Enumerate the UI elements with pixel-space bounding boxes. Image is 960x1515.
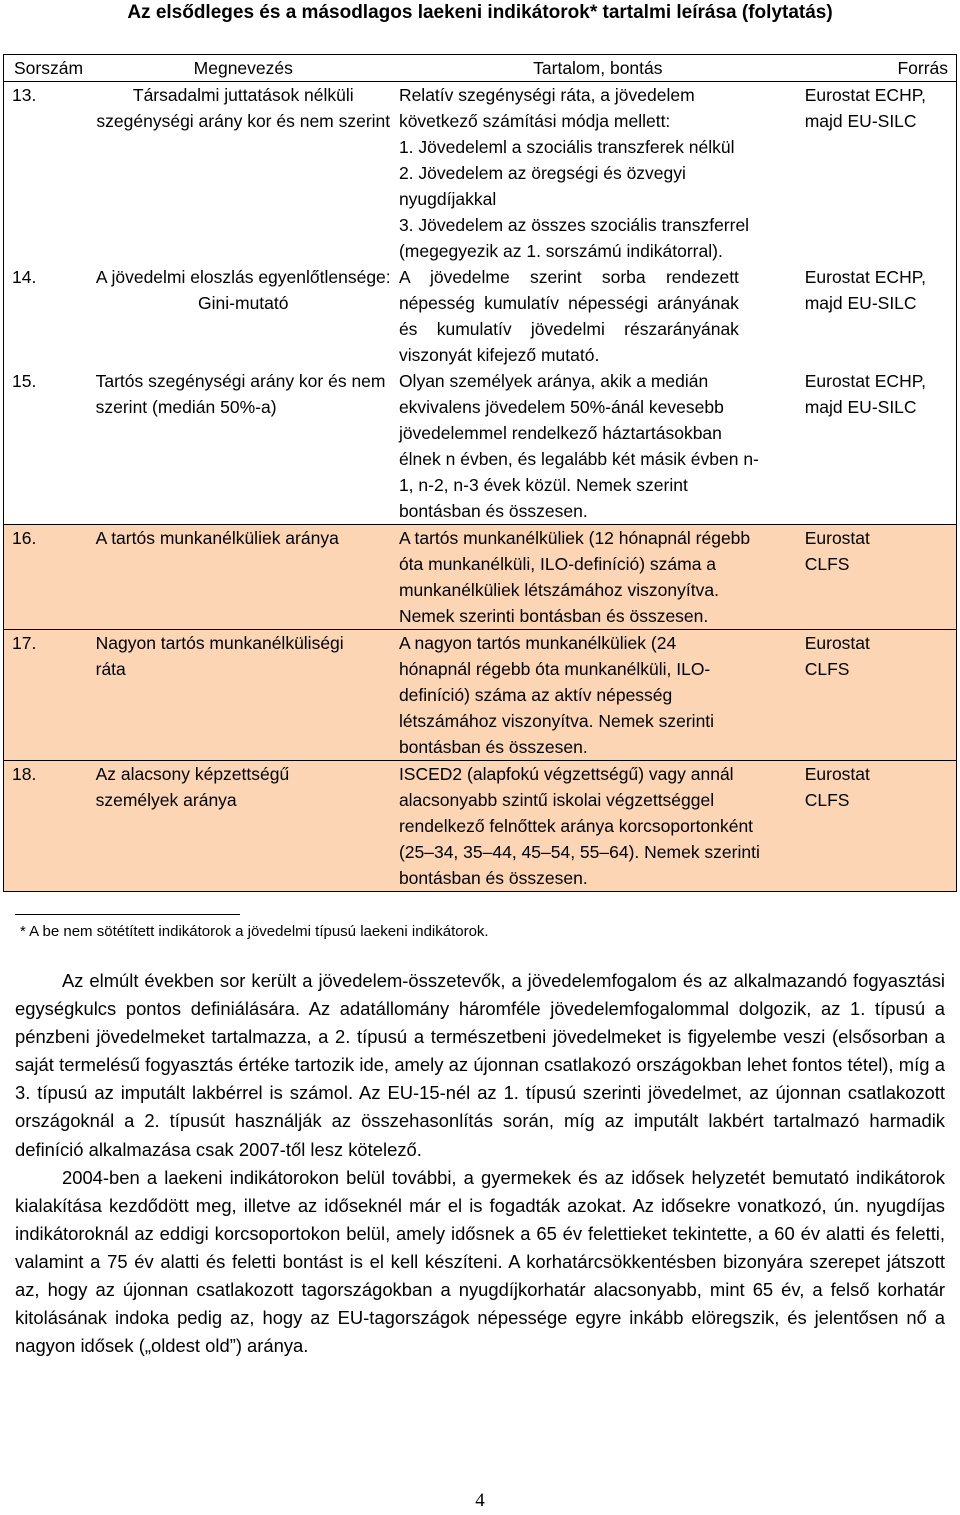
- row-name: Tartós szegénységi arány kor és nem szerint (medián 50%-a): [95, 371, 386, 417]
- row-source: Eurostat ECHP, majd EU-SILC: [804, 85, 926, 131]
- paragraph: Az elmúlt években sor került a jövedelem-összetevők, a jövedelemfogalom és az alkalmazandó fogyasztási egységkulcs pontos definiálására. Az adatállomány háromféle jövedelemfogalommal dolgozik, az 1. típusú a pénzbeni jövedelmeket tartalmazza, a 2. típusú a természetbeni jövedelmeket is figyelembe veszi (elsősorban a saját termelésű fogyasztás értéke tartozik ide, amely az újonnan csatlakozó országokban lehet fontos tétel), míg a 3. típusú az imputált lakbérrel is számol. Az EU-15-nél az 1. típusú szerinti jövedelmet, az újonnan csatlakozott országoknál a 2. típusút használják az összehasonlítás során, míg az imputált lakbért tartalmazó harmadik definíció alkalmazása csak 2007-től lesz kötelező.: [15, 970, 945, 1160]
- indicator-table: [3, 54, 957, 892]
- row-name: Társadalmi juttatások nélküli szegénységi arány kor és nem szerint: [96, 85, 391, 131]
- row-description-text: A jövedelme szerint sorba rendezett népesség kumulatív népességi arányának és kumulatív jövedelmi részarányának viszonyát kifejező mutató.: [398, 267, 739, 365]
- row-description-text: A nagyon tartós munkanélküliek (24 hónapnál régebb óta munkanélküli, ILO-definíció) száma az aktív népesség létszámához viszonyítva. Nemek szerinti bontásban és összesen.: [398, 633, 715, 757]
- header-source: Forrás: [801, 55, 957, 82]
- row-name: A tartós munkanélküliek aránya: [92, 525, 395, 630]
- row-name-text: Az alacsony képzettségű személyek aránya: [95, 764, 290, 810]
- row-name: A jövedelmi eloszlás egyenlőtlensége: Gini-mutató: [95, 267, 391, 313]
- row-source: [801, 630, 957, 761]
- table-row: [4, 82, 957, 265]
- header-no: Sorszám: [4, 55, 92, 82]
- header-name: Megnevezés: [92, 55, 395, 82]
- row-number: 13.: [12, 85, 37, 105]
- row-number: 18.: [4, 761, 92, 892]
- row-source: Eurostat ECHP, majd EU-SILC: [804, 371, 926, 417]
- row-description-text: Relatív szegénységi ráta, a jövedelem következő számítási módja mellett: 1. Jövedeleml a szociális transzferek nélkül 2. Jövedelem az öregségi és özvegyi nyugdíjakkal 3. Jövedelem az összes szociális transzferrel (megegyezik az 1. sorszámú indikátorral).: [398, 85, 750, 261]
- row-source-text: Eurostat CLFS: [804, 764, 870, 810]
- row-number: 15.: [12, 371, 37, 391]
- table-row: [4, 630, 957, 761]
- row-description: [395, 82, 801, 265]
- row-number: 14.: [12, 267, 37, 287]
- row-name: [92, 761, 395, 892]
- row-source-text: Eurostat CLFS: [804, 528, 870, 574]
- body-text: [15, 967, 945, 1360]
- footnote-separator: [15, 914, 240, 915]
- row-description-text: Olyan személyek aránya, akik a medián ekvivalens jövedelem 50%-ánál kevesebb jövedelemmel rendelkező háztartásokban élnek n évben, és legalább két másik évben n-1, n-2, n-3 évek közül. Nemek szerint bontásban és összesen.: [398, 371, 759, 521]
- row-name: [92, 630, 395, 761]
- table-row: [4, 264, 957, 368]
- page-number: 4: [475, 1490, 485, 1511]
- header-desc: Tartalom, bontás: [395, 55, 801, 82]
- paragraph: 2004-ben a laekeni indikátorokon belül további, a gyermekek és az idősek helyzetét bemutató indikátorok kialakítása kezdődött meg, illetve az időseknél már el is fogadták azokat. Az idősekre vonatkozó, ún. nyugdíjas indikátoroknál az eddigi korcsoportokon belül, amely idősnek a 65 év felettieket tekintette, a 60 év alatti és feletti, valamint a 75 év alatti és feletti bontást is el kell készíteni. A korhatárcsökkentésben bizonyára szerepet játszott az, hogy az újonnan csatlakozott tagországokban a nyugdíjkorhatár alacsonyabb, mint 65 év, a felső korhatár kitolásának indoka pedig az, hogy az EU-tagországok népessége egyre inkább elöregszik, és jelentősen nő a nagyon idősek („oldest old”) aránya.: [15, 1166, 945, 1357]
- row-name-text: Nagyon tartós munkanélküliségi ráta: [95, 633, 344, 679]
- table-row: [4, 525, 957, 630]
- table-row: [4, 368, 957, 525]
- row-source-text: Eurostat CLFS: [804, 633, 870, 679]
- row-source: Eurostat ECHP, majd EU-SILC: [804, 267, 926, 313]
- footnote: * A be nem sötétített indikátorok a jövedelmi típusú laekeni indikátorok.: [20, 923, 489, 940]
- row-source: [801, 761, 957, 892]
- row-description: [395, 525, 801, 630]
- table-row: [4, 761, 957, 892]
- row-description-text: A tartós munkanélküliek (12 hónapnál régebb óta munkanélküli, ILO-definíció) száma a munkanélküliek létszámához viszonyítva. Nemek szerinti bontásban és összesen.: [398, 528, 751, 626]
- row-description-text: ISCED2 (alapfokú végzettségű) vagy annál alacsonyabb szintű iskolai végzettséggel rendelkező felnőttek aránya korcsoportonként (25–34, 35–44, 45–54, 55–64). Nemek szerinti bontásban és összesen.: [398, 764, 760, 888]
- row-description: [395, 264, 801, 368]
- row-description: [395, 630, 801, 761]
- row-description: [395, 761, 801, 892]
- row-description: [395, 368, 801, 525]
- row-number: 16.: [4, 525, 92, 630]
- row-number: 17.: [4, 630, 92, 761]
- row-source: [801, 525, 957, 630]
- page-title: Az elsődleges és a másodlagos laekeni indikátorok* tartalmi leírása (folytatás): [127, 2, 833, 23]
